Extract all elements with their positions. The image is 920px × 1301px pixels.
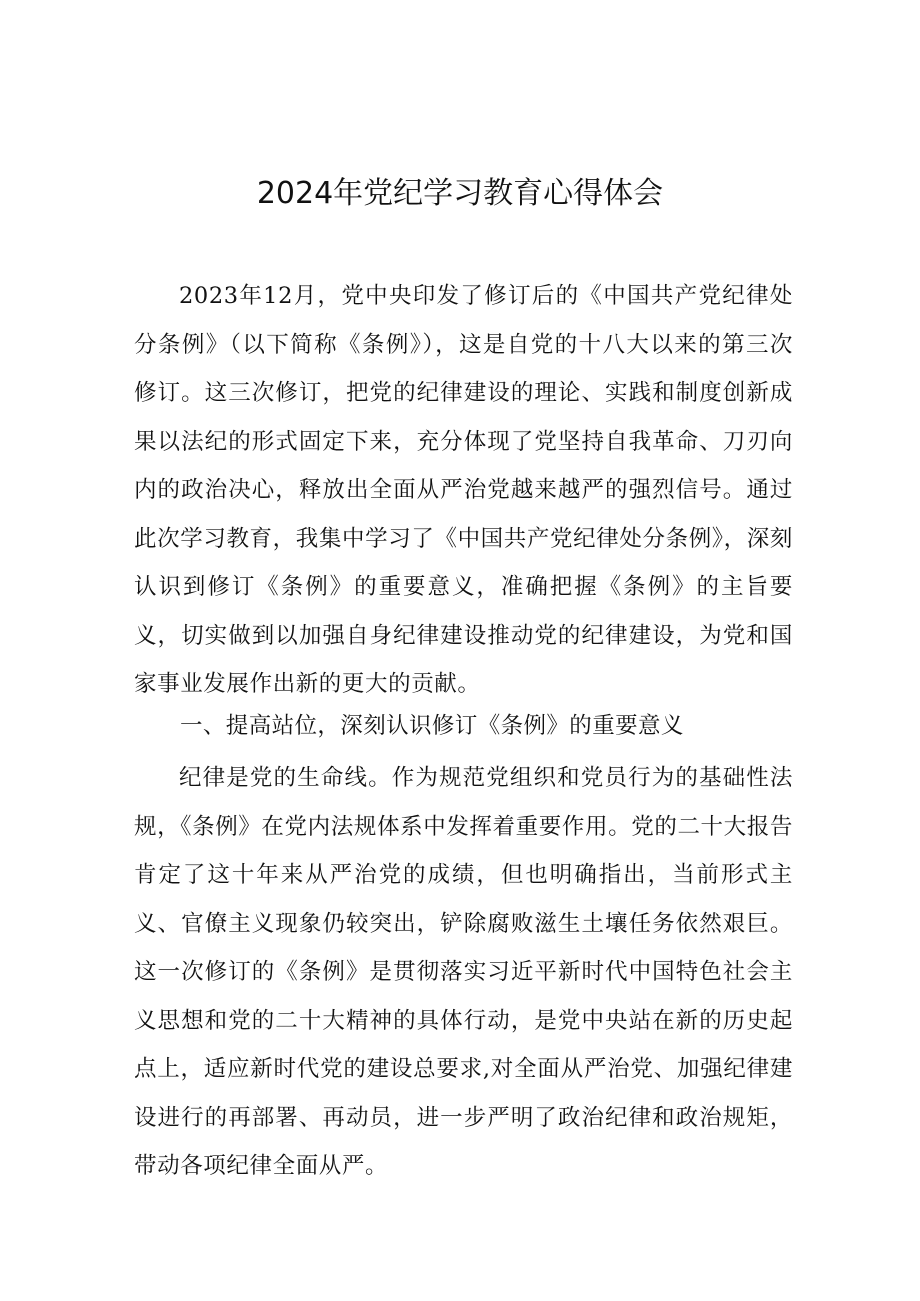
document-title: 2024年党纪学习教育心得体会 (256, 176, 664, 211)
section-paragraph: 纪律是党的生命线。作为规范党组织和党员行为的基础性法规，《条例》在党内法规体系中发挥着重要作用。党的二十大报告肯定了这十年来从严治党的成绩，但也明确指出，当前形式主义、官僚主义现象仍较突出，铲除腐败滋生土壤任务依然艰巨。这一次修订的《条例》是贯彻落实习近平新时代中国特色社会主义思想和党的二十大精神的具体行动，是党中央站在新的历史起点上，适应新时代党的建设总要求,对全面从严治党、加强纪律建设进行的再部署、再动员，进一步严明了政治纪律和政治规矩，带动各项纪律全面从严。 (134, 765, 793, 1179)
intro-paragraph: 2023年12月，党中央印发了修订后的《中国共产党纪律处分条例》（以下简称《条例》），这是自党的十八大以来的第三次修订。这三次修订，把党的纪律建设的理论、实践和制度创新成果以法纪的形式固定下来，充分体现了党坚持自我革命、刀刃向内的政治决心，释放出全面从严治党越来越严的强烈信号。通过此次学习教育，我集中学习了《中国共产党纪律处分条例》，深刻认识到修订《条例》的重要意义，准确把握《条例》的主旨要义，切实做到以加强自身纪律建设推动党的纪律建设，为党和国家事业发展作出新的更大的贡献。 (134, 283, 793, 697)
section-heading: 一、提高站位，深刻认识修订《条例》的重要意义 (180, 713, 684, 739)
